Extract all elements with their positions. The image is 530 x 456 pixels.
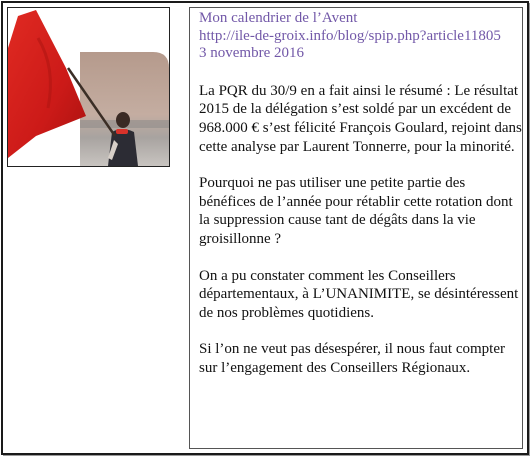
article-text-box: [189, 7, 523, 449]
article-url[interactable]: http://ile-de-groix.info/blog/spip.php?article11805: [199, 27, 501, 44]
document-frame: [1, 1, 529, 455]
paragraph-2: Pourquoi ne pas utiliser une petite partie des bénéfices de l’année pour rétablir cette rotation dont la suppression cause tant de dégâts dans la vie groisillonne ?: [199, 175, 513, 247]
article-date: 3 novembre 2016: [199, 45, 304, 62]
red-flag-image: [8, 8, 169, 166]
paragraph-4: Si l’on ne veut pas désespérer, il nous faut compter sur l’engagement des Conseillers Régionaux.: [199, 341, 505, 376]
paragraph-1: La PQR du 30/9 en a fait ainsi le résumé : Le résultat 2015 de la délégation s’est soldé par un excédent de 968.000 € s’est félicité François Goulard, rejoint dans cette analyse par Laurent Tonnerre, pour la minorité.: [199, 82, 522, 155]
protest-photo: [7, 7, 170, 167]
paragraph-3: On a pu constater comment les Conseillers départementaux, à L’UNANIMITE, se désintéressent de nos problèmes quotidiens.: [199, 267, 519, 321]
calendar-title: Mon calendrier de l’Avent: [199, 10, 358, 26]
